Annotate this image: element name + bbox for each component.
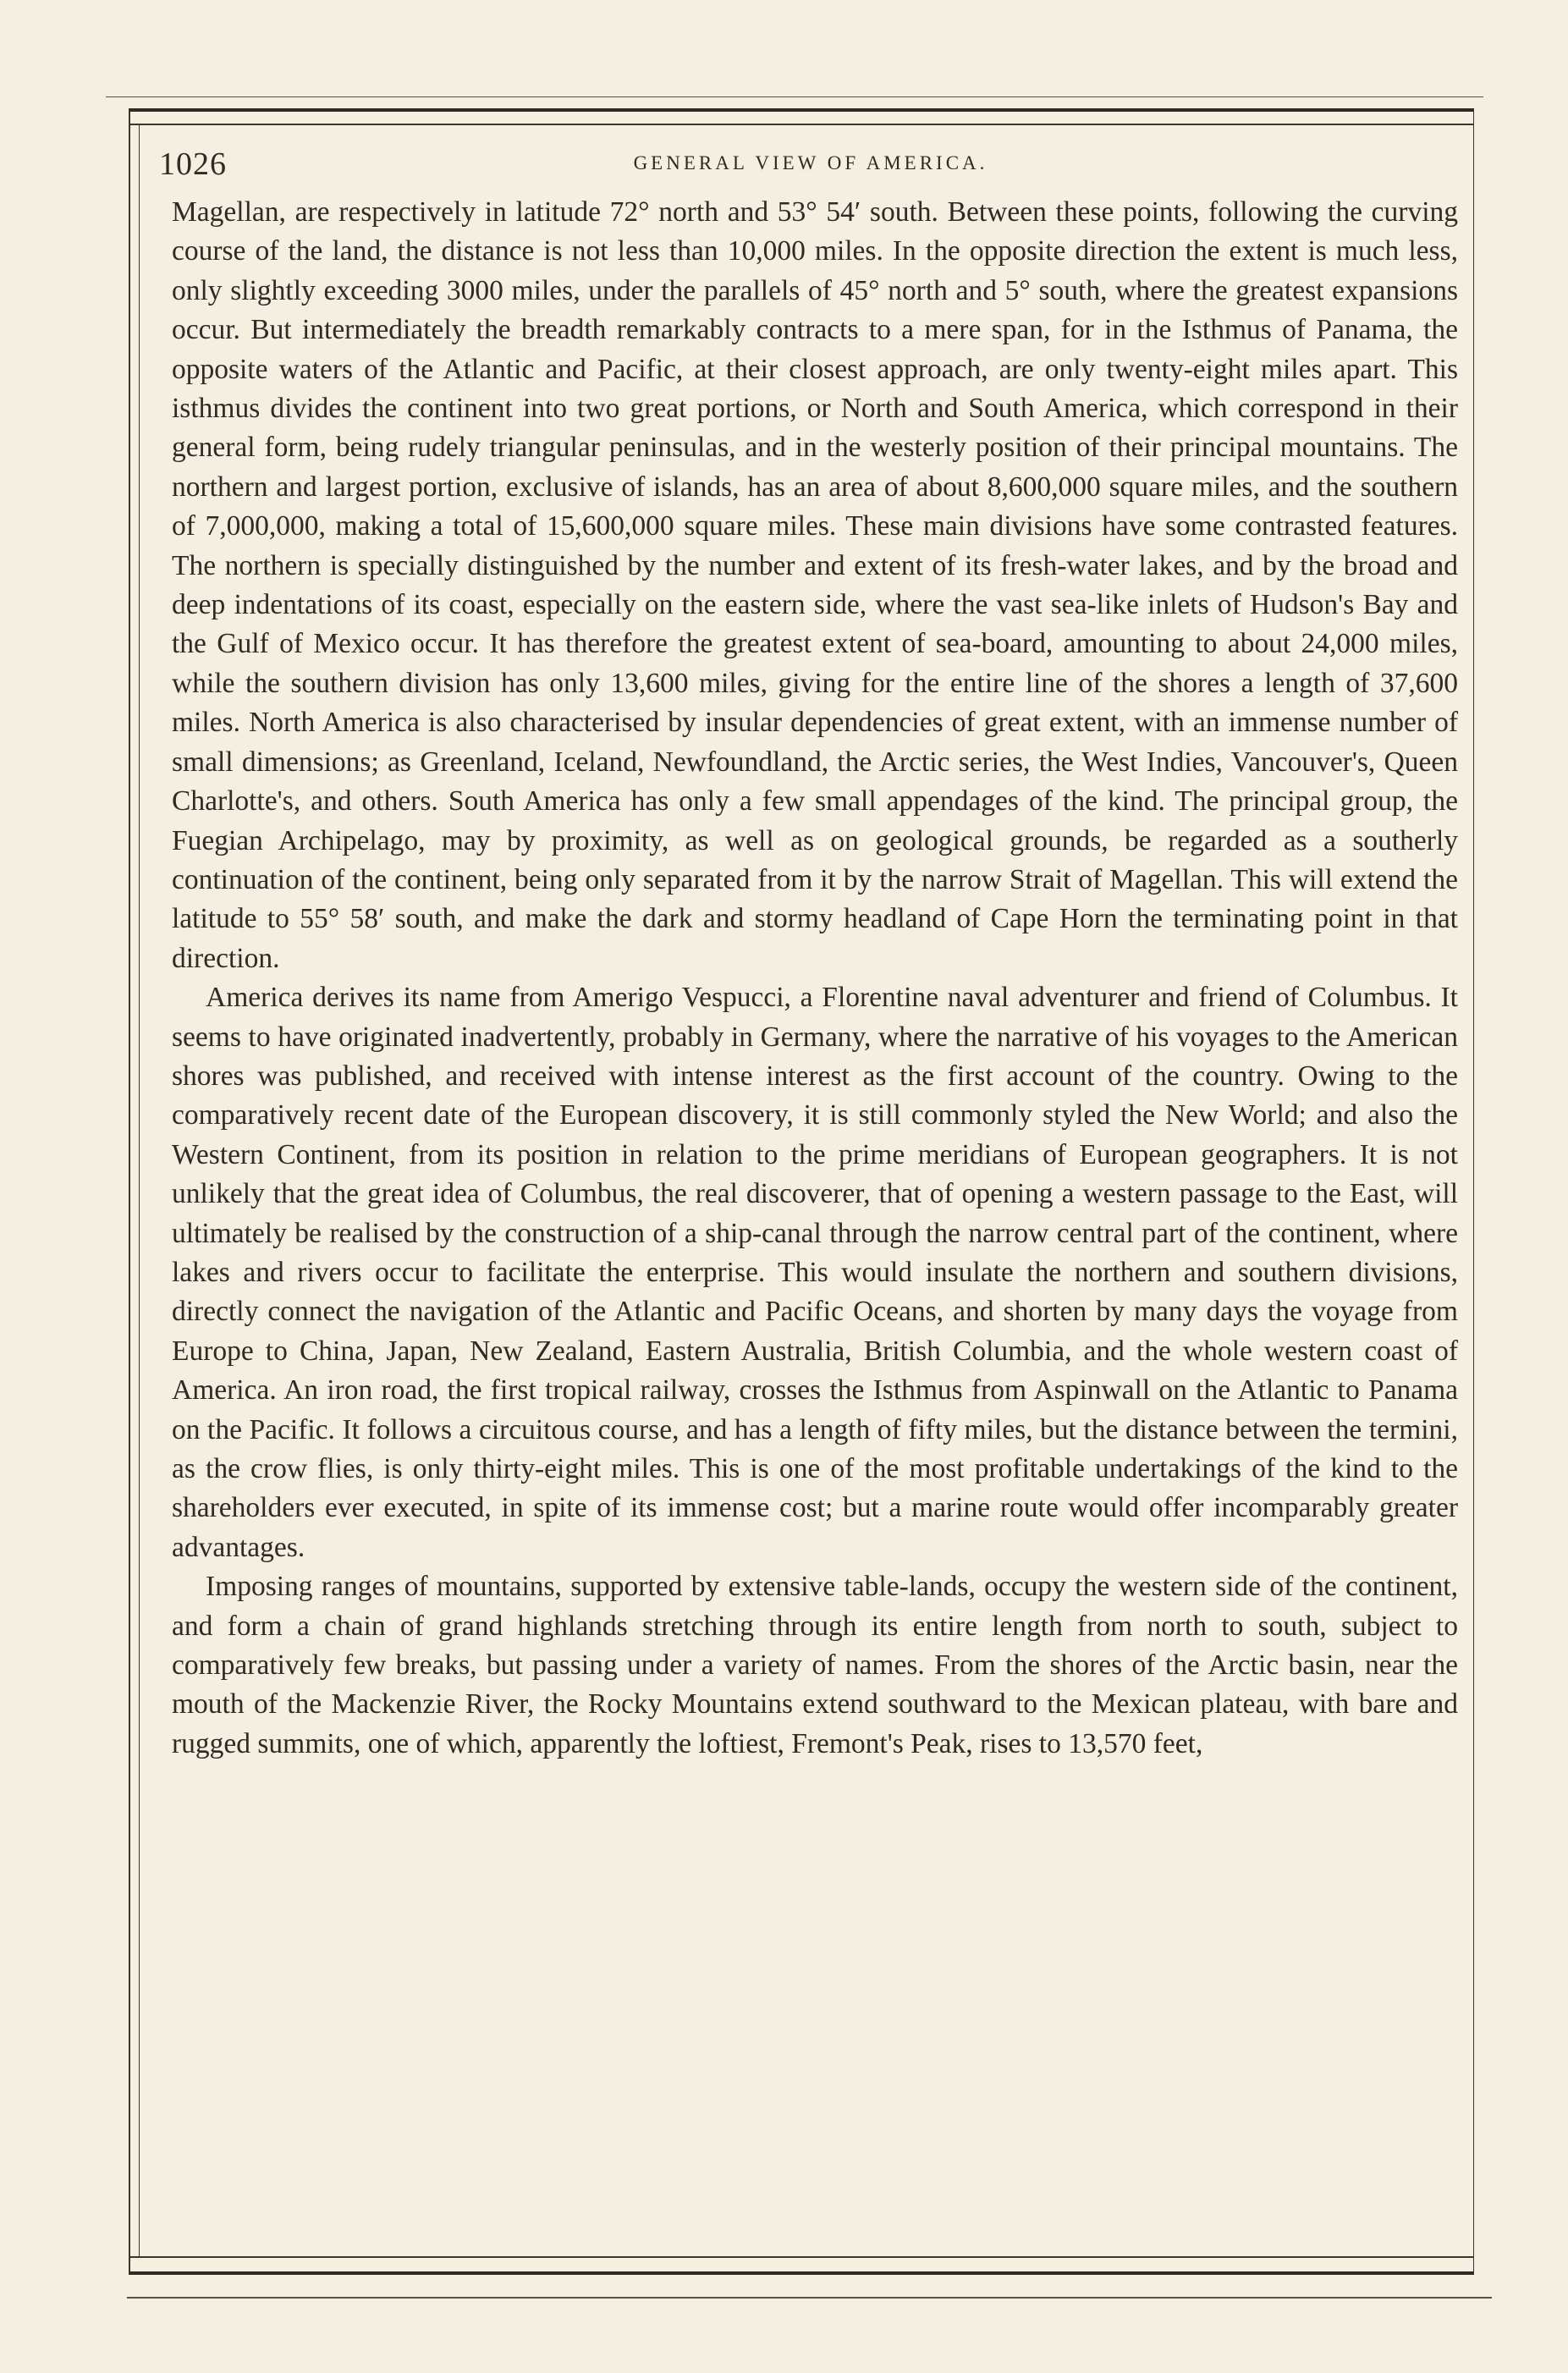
outer-bottom-rule [127, 2297, 1492, 2299]
page-number: 1026 [159, 146, 227, 182]
article-body [172, 193, 1458, 1764]
inner-left-rule [139, 124, 140, 2258]
inner-bottom-rule [130, 2256, 1473, 2258]
paragraph-3: Imposing ranges of mountains, supported by extensive table-lands, occupy the western side of the continent, and form a chain of grand highlands stretching through its entire length from north to south, subject to comparatively few breaks, but passing under a variety of names. From the shores of the Arctic basin, near the mouth of the Mackenzie River, the Rocky Mountains extend southward to the Mexican plateau, with bare and rugged summits, one of which, apparently the loftiest, Fremont's Peak, rises to 13,570 feet, [172, 1571, 1458, 1759]
inner-top-rule [130, 124, 1473, 125]
page-header [159, 146, 1462, 188]
running-title: GENERAL VIEW OF AMERICA. [633, 152, 988, 173]
outer-top-rule [106, 96, 1483, 97]
paragraph-1: Magellan, are respectively in latitude 72° north and 53° 54′ south. Between these points, following the curving course of the land, the distance is not less than 10,000 miles. In the opposite direction the extent is much less, only slightly exceeding 3000 miles, under the parallels of 45° north and 5° south, where the greatest expansions occur. But intermediately the breadth remarkably contracts to a mere span, for in the Isthmus of Panama, the opposite waters of the Atlantic and Pacific, at their closest approach, are only twenty-eight miles apart. This isthmus divides the continent into two great portions, or North and South America, which correspond in their general form, being rudely triangular peninsulas, and in the westerly position of their principal mountains. The northern and largest portion, exclusive of islands, has an area of about 8,600,000 square miles, and the southern of 7,000,000, making a total of 15,600,000 square miles. These main divisions have some contrasted features. The northern is specially distinguished by the number and extent of its fresh-water lakes, and by the broad and deep indentations of its coast, especially on the eastern side, where the vast sea-like inlets of Hudson's Bay and the Gulf of Mexico occur. It has therefore the greatest extent of sea-board, amounting to about 24,000 miles, while the southern division has only 13,600 miles, giving for the entire line of the shores a length of 37,600 miles. North America is also characterised by insular dependencies of great extent, with an immense number of small dimensions; as Greenland, Iceland, Newfoundland, the Arctic series, the West Indies, Vancouver's, Queen Charlotte's, and others. South America has only a few small appendages of the kind. The principal group, the Fuegian Archipelago, may by proximity, as well as on geological grounds, be regarded as a southerly continuation of the continent, being only separated from it by the narrow Strait of Magellan. This will extend the latitude to 55° 58′ south, and make the dark and stormy headland of Cape Horn the terminating point in that direction. [172, 196, 1458, 974]
paragraph-2: America derives its name from Amerigo Vespucci, a Florentine naval adventurer and friend of Columbus. It seems to have originated inadvertently, probably in Germany, where the narrative of his voyages to the American shores was published, and received with intense interest as the first account of the country. Owing to the comparatively recent date of the European discovery, it is still commonly styled the New World; and also the Western Continent, from its position in relation to the prime meridians of European geographers. It is not unlikely that the great idea of Columbus, the real discoverer, that of opening a western passage to the East, will ultimately be realised by the construction of a ship-canal through the narrow central part of the continent, where lakes and rivers occur to facilitate the enterprise. This would insulate the northern and southern divisions, directly connect the navigation of the Atlantic and Pacific Oceans, and shorten by many days the voyage from Europe to China, Japan, New Zealand, Eastern Australia, British Columbia, and the whole western coast of America. An iron road, the first tropical railway, crosses the Isthmus from Aspinwall on the Atlantic to Panama on the Pacific. It follows a circuitous course, and has a length of fifty miles, but the distance between the termini, as the crow flies, is only thirty-eight miles. This is one of the most profitable undertakings of the kind to the shareholders ever executed, in spite of its immense cost; but a marine route would offer incomparably greater advantages. [172, 982, 1458, 1563]
